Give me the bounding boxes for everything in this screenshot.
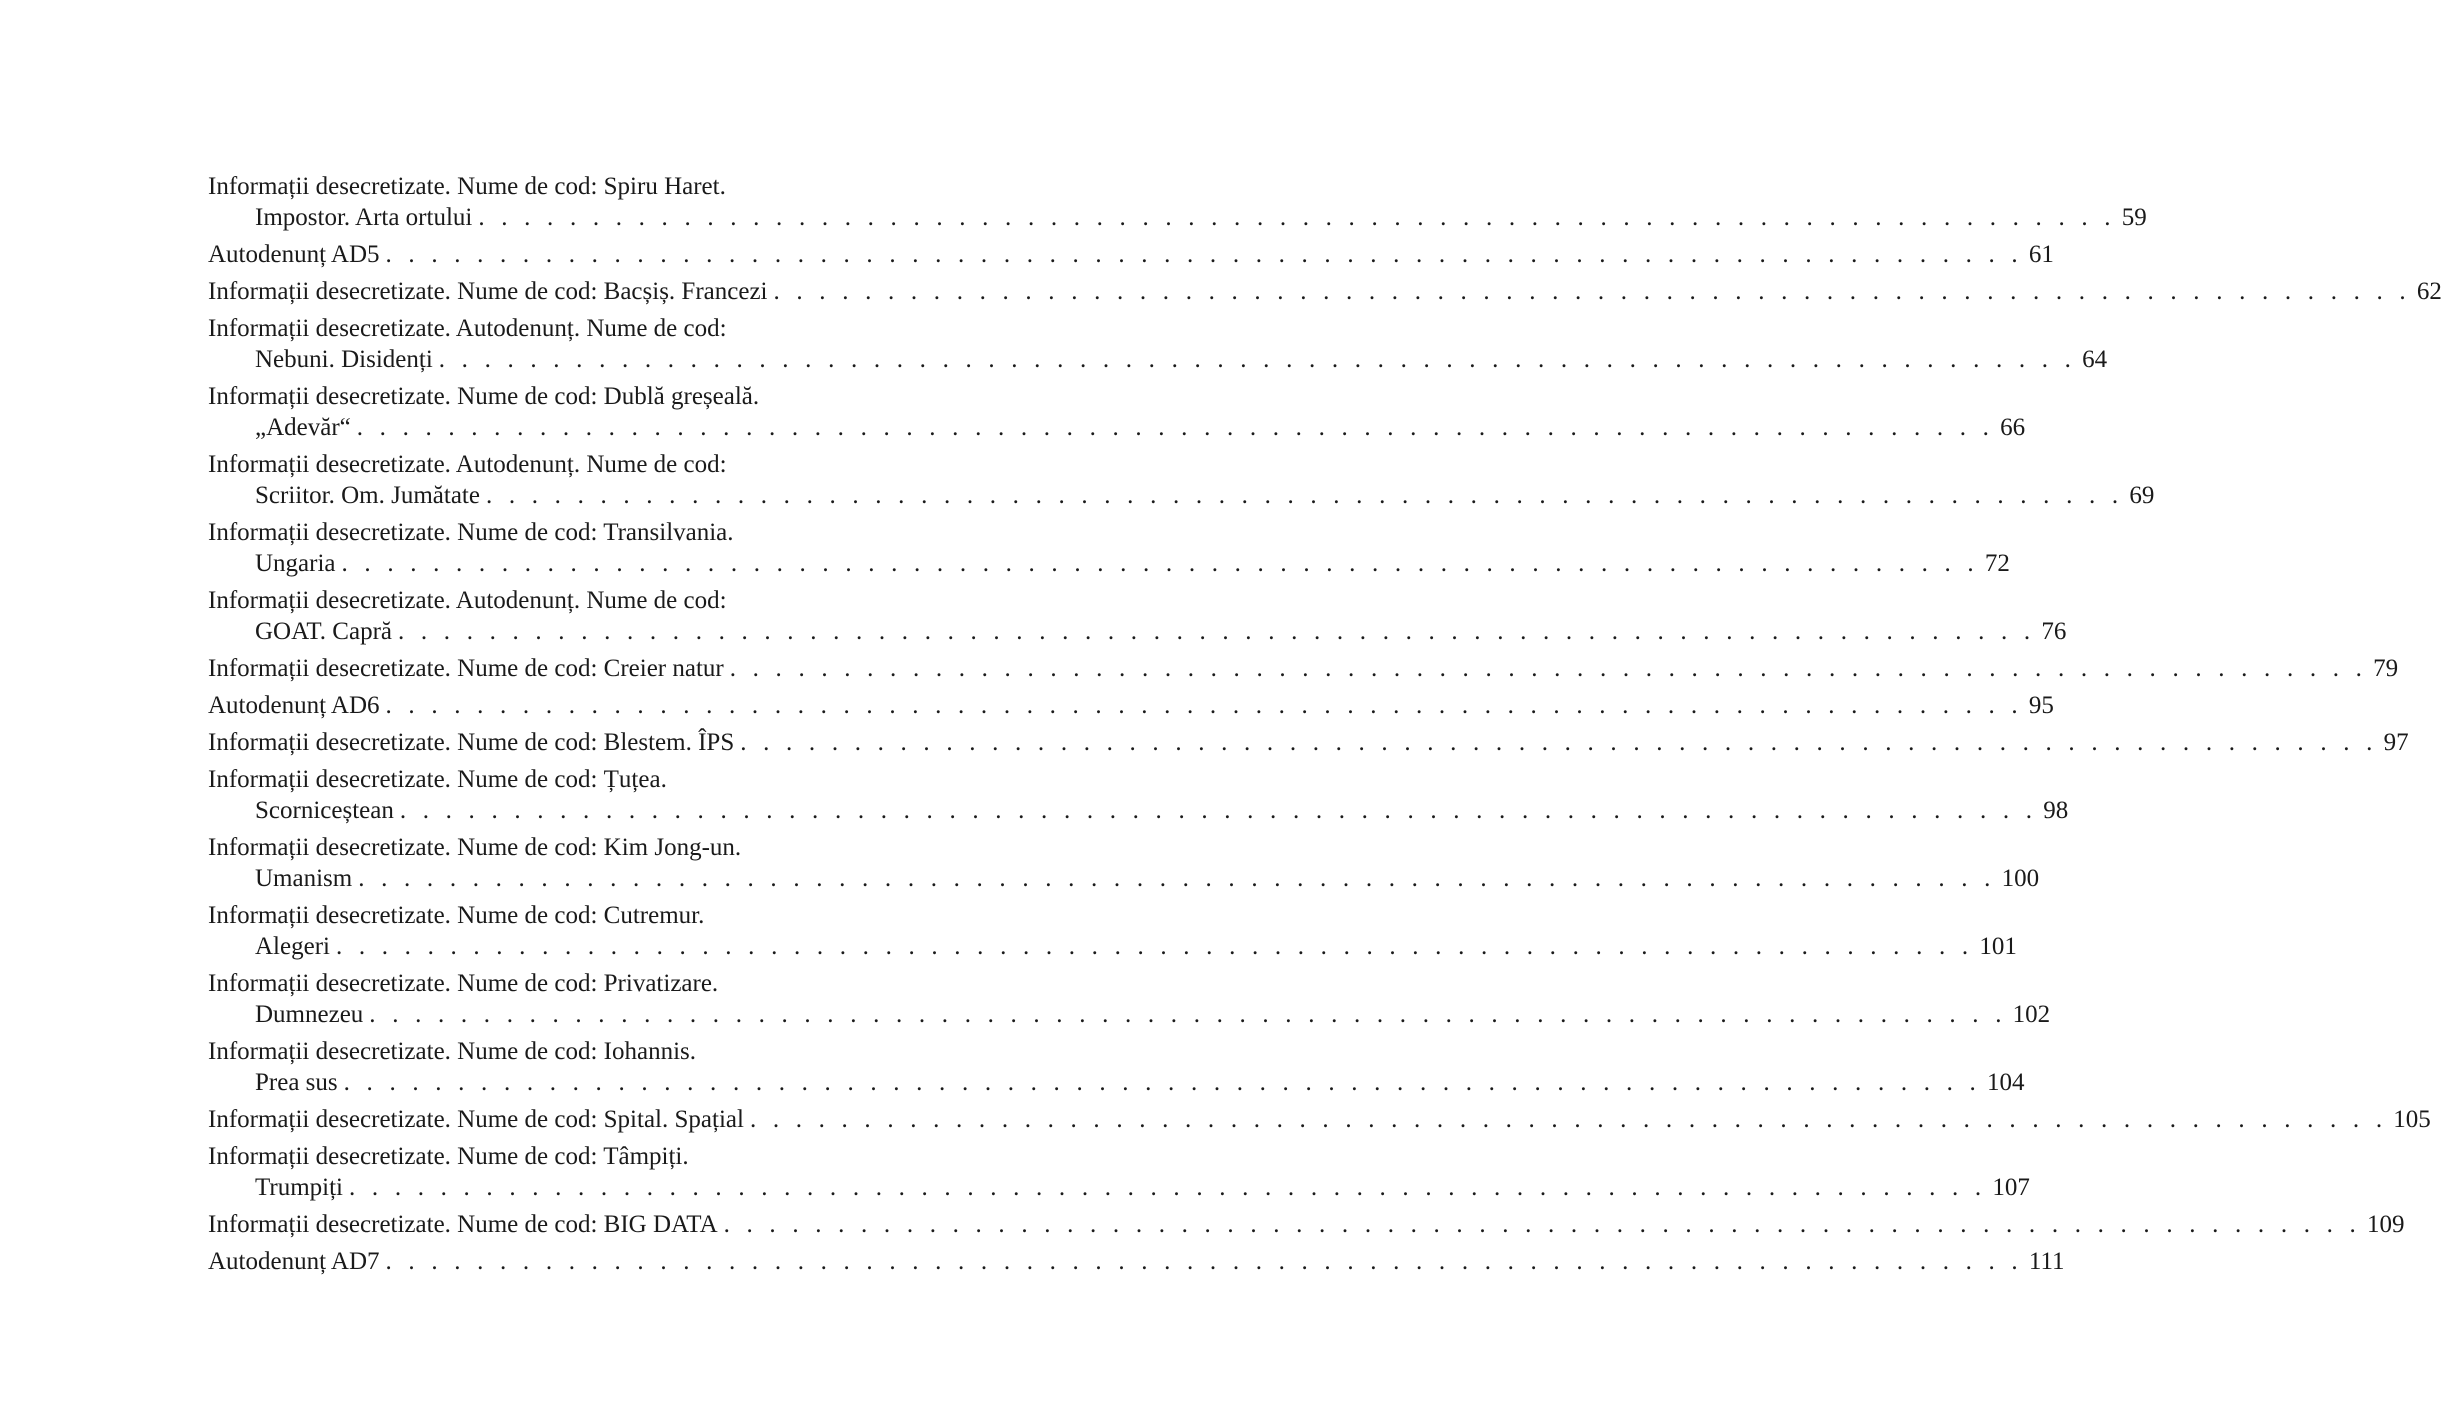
toc-entry-title: Autodenunț AD5 xyxy=(208,241,380,268)
toc-entry-title: Alegeri xyxy=(255,933,330,960)
toc-entry-title-line: Informații desecretizate. Nume de cod: Cutremur. xyxy=(208,902,705,929)
toc-entry-title-line: Informații desecretizate. Nume de cod: Tâmpiți. xyxy=(208,1143,689,1170)
dot-leader: . . . . . . . . . . . . . . . . . . . . . . . . . . . . . . . . . . . . . . . . . . . . . . . . . . . . . . . . . . . . . . . . . . . . . . . . xyxy=(749,1106,2388,1133)
toc-entry-last-line xyxy=(208,690,2054,721)
toc-entry-title-line: Informații desecretizate. Autodenunț. Nume de cod: xyxy=(208,587,727,614)
toc-entry-last-line xyxy=(208,412,2026,443)
toc-entry-title: Impostor. Arta ortului xyxy=(255,204,473,231)
toc-entry-last-line xyxy=(208,276,2442,307)
dot-leader: . . . . . . . . . . . . . . . . . . . . . . . . . . . . . . . . . . . . . . . . . . . . . . . . . . . . . . . . . . . . . . . . . . . . . . . . xyxy=(385,1248,2023,1275)
toc-page-number: 111 xyxy=(2028,1248,2065,1275)
dot-leader: . . . . . . . . . . . . . . . . . . . . . . . . . . . . . . . . . . . . . . . . . . . . . . . . . . . . . . . . . . . . . . . . . . . . . . . . xyxy=(343,1069,1981,1096)
toc-entry[interactable] xyxy=(208,1246,2065,1277)
toc-page-number: 107 xyxy=(1992,1174,2030,1201)
dot-leader: . . . . . . . . . . . . . . . . . . . . . . . . . . . . . . . . . . . . . . . . . . . . . . . . . . . . . . . . . . . . . . . . . . . . . . . . xyxy=(398,618,2036,645)
toc-page-number: 76 xyxy=(2041,618,2067,645)
toc-entry-title: Trumpiți xyxy=(255,1174,344,1201)
toc-entry-title: Autodenunț AD7 xyxy=(208,1248,380,1275)
dot-leader: . . . . . . . . . . . . . . . . . . . . . . . . . . . . . . . . . . . . . . . . . . . . . . . . . . . . . . . . . . . . . . . . . . . . . . . . xyxy=(438,346,2077,373)
toc-entry-title: Informații desecretizate. Nume de cod: Spital. Spațial xyxy=(208,1106,744,1133)
toc-entry-title-line: Informații desecretizate. Nume de cod: Kim Jong-un. xyxy=(208,834,742,861)
toc-entry-last-line xyxy=(208,480,2155,511)
toc-page-number: 59 xyxy=(2121,204,2147,231)
dot-leader: . . . . . . . . . . . . . . . . . . . . . . . . . . . . . . . . . . . . . . . . . . . . . . . . . . . . . . . . . . . . . . . . . . . . . . . . xyxy=(740,729,2378,756)
toc-entry-last-line xyxy=(208,239,2054,270)
toc-page-number: 105 xyxy=(2393,1106,2431,1133)
toc-entry-title: Autodenunț AD6 xyxy=(208,692,380,719)
toc-entry-title: Dumnezeu xyxy=(255,1001,364,1028)
dot-leader: . . . . . . . . . . . . . . . . . . . . . . . . . . . . . . . . . . . . . . . . . . . . . . . . . . . . . . . . . . . . . . . . . . . . . . . . xyxy=(356,414,1995,441)
toc-entry-last-line xyxy=(208,1209,2405,1240)
dot-leader: . . . . . . . . . . . . . . . . . . . . . . . . . . . . . . . . . . . . . . . . . . . . . . . . . . . . . . . . . . . . . . . . . . . . . . . . xyxy=(335,933,1974,960)
toc-entry-title: Scorniceștean xyxy=(255,797,394,824)
toc-page-number: 62 xyxy=(2416,278,2442,305)
toc-entry-last-line xyxy=(208,795,2069,826)
toc-entry-title-line: Informații desecretizate. Autodenunț. Nume de cod: xyxy=(208,315,727,342)
toc-entry-last-line xyxy=(208,999,2051,1030)
toc-page-number: 101 xyxy=(1979,933,2017,960)
toc-entry-title-line: Informații desecretizate. Nume de cod: Privatizare. xyxy=(208,970,719,997)
toc-entry-last-line xyxy=(208,653,2399,684)
dot-leader: . . . . . . . . . . . . . . . . . . . . . . . . . . . . . . . . . . . . . . . . . . . . . . . . . . . . . . . . . . . . . . . . . . . . . . . . xyxy=(358,865,1996,892)
toc-entry-last-line xyxy=(208,548,2010,579)
toc-entry[interactable] xyxy=(208,313,2108,375)
toc-entry-title: GOAT. Capră xyxy=(255,618,392,645)
toc-page-number: 100 xyxy=(2001,865,2040,892)
toc-entry-title-line: Informații desecretizate. Nume de cod: Spiru Haret. xyxy=(208,173,726,200)
toc-entry-title: Informații desecretizate. Nume de cod: Blestem. ÎPS xyxy=(208,729,735,756)
dot-leader: . . . . . . . . . . . . . . . . . . . . . . . . . . . . . . . . . . . . . . . . . . . . . . . . . . . . . . . . . . . . . . . . . . . . . . . . xyxy=(385,692,2023,719)
toc-entry[interactable] xyxy=(208,1141,2030,1203)
toc-page-number: 64 xyxy=(2082,346,2108,373)
toc-entry[interactable] xyxy=(208,239,2054,270)
toc-entry-last-line xyxy=(208,1067,2025,1098)
toc-entry-last-line xyxy=(208,616,2067,647)
dot-leader: . . . . . . . . . . . . . . . . . . . . . . . . . . . . . . . . . . . . . . . . . . . . . . . . . . . . . . . . . . . . . . . . . . . . . . . . xyxy=(385,241,2023,268)
toc-entry-last-line xyxy=(208,1104,2431,1135)
dot-leader: . . . . . . . . . . . . . . . . . . . . . . . . . . . . . . . . . . . . . . . . . . . . . . . . . . . . . . . . . . . . . . . . . . . . . . . . xyxy=(369,1001,2007,1028)
toc-entry[interactable] xyxy=(208,1104,2431,1135)
toc-entry[interactable] xyxy=(208,585,2067,647)
dot-leader: . . . . . . . . . . . . . . . . . . . . . . . . . . . . . . . . . . . . . . . . . . . . . . . . . . . . . . . . . . . . . . . . . . . . . . . . xyxy=(485,482,2124,509)
toc-page-number: 104 xyxy=(1987,1069,2025,1096)
toc-page-number: 98 xyxy=(2043,797,2069,824)
dot-leader: . . . . . . . . . . . . . . . . . . . . . . . . . . . . . . . . . . . . . . . . . . . . . . . . . . . . . . . . . . . . . . . . . . . . . . . . xyxy=(478,204,2116,231)
toc-page-number: 72 xyxy=(1984,550,2010,577)
toc-entry[interactable] xyxy=(208,690,2054,721)
toc-entry[interactable] xyxy=(208,449,2155,511)
toc-entry[interactable] xyxy=(208,381,2026,443)
toc-entry-title: Informații desecretizate. Nume de cod: Bacșiș. Francezi xyxy=(208,278,768,305)
dot-leader: . . . . . . . . . . . . . . . . . . . . . . . . . . . . . . . . . . . . . . . . . . . . . . . . . . . . . . . . . . . . . . . . . . . . . . . . xyxy=(349,1174,1987,1201)
toc-entry-last-line xyxy=(208,1246,2065,1277)
dot-leader: . . . . . . . . . . . . . . . . . . . . . . . . . . . . . . . . . . . . . . . . . . . . . . . . . . . . . . . . . . . . . . . . . . . . . . . . xyxy=(341,550,1979,577)
toc-entry[interactable] xyxy=(208,1209,2405,1240)
toc-page-number: 97 xyxy=(2383,729,2409,756)
dot-leader: . . . . . . . . . . . . . . . . . . . . . . . . . . . . . . . . . . . . . . . . . . . . . . . . . . . . . . . . . . . . . . . . . . . . . . . . xyxy=(723,1211,2361,1238)
toc-entry-title-line: Informații desecretizate. Nume de cod: Țuțea. xyxy=(208,766,667,793)
toc-entry[interactable] xyxy=(208,968,2051,1030)
toc-entry-title: Nebuni. Disidenți xyxy=(255,346,433,373)
toc-entry[interactable] xyxy=(208,517,2010,579)
toc-entry[interactable] xyxy=(208,1036,2025,1098)
toc-entry[interactable] xyxy=(208,832,2040,894)
toc-entry[interactable] xyxy=(208,727,2409,758)
toc-page-number: 109 xyxy=(2366,1211,2405,1238)
toc-page-number: 95 xyxy=(2028,692,2054,719)
dot-leader: . . . . . . . . . . . . . . . . . . . . . . . . . . . . . . . . . . . . . . . . . . . . . . . . . . . . . . . . . . . . . . . . . . . . . . . . xyxy=(729,655,2368,682)
toc-entry-title: Informații desecretizate. Nume de cod: BIG DATA xyxy=(208,1211,718,1238)
toc-entry-title: Ungaria xyxy=(255,550,336,577)
toc-entry[interactable] xyxy=(208,653,2399,684)
toc-entry-title: „Adevăr“ xyxy=(255,414,351,441)
toc-entry-last-line xyxy=(208,931,2017,962)
toc-entry-last-line xyxy=(208,863,2040,894)
toc-entry-title: Prea sus xyxy=(255,1069,338,1096)
toc-entry-title: Umanism xyxy=(255,865,353,892)
toc-entry[interactable] xyxy=(208,900,2017,962)
toc-page-number: 66 xyxy=(2000,414,2026,441)
toc-entry-title-line: Informații desecretizate. Nume de cod: Transilvania. xyxy=(208,519,734,546)
toc-entry[interactable] xyxy=(208,171,2147,233)
toc-entry-last-line xyxy=(208,202,2147,233)
table-of-contents xyxy=(208,171,2442,1283)
dot-leader: . . . . . . . . . . . . . . . . . . . . . . . . . . . . . . . . . . . . . . . . . . . . . . . . . . . . . . . . . . . . . . . . . . . . . . . . xyxy=(399,797,2038,824)
toc-entry[interactable] xyxy=(208,276,2442,307)
toc-entry-last-line xyxy=(208,344,2108,375)
toc-entry-title: Informații desecretizate. Nume de cod: Creier natur xyxy=(208,655,724,682)
toc-page-number: 79 xyxy=(2373,655,2399,682)
toc-entry-last-line xyxy=(208,1172,2030,1203)
toc-page-number: 102 xyxy=(2012,1001,2051,1028)
toc-entry-title: Scriitor. Om. Jumătate xyxy=(255,482,480,509)
toc-entry-title-line: Informații desecretizate. Autodenunț. Nume de cod: xyxy=(208,451,727,478)
toc-page-number: 61 xyxy=(2028,241,2054,268)
dot-leader: . . . . . . . . . . . . . . . . . . . . . . . . . . . . . . . . . . . . . . . . . . . . . . . . . . . . . . . . . . . . . . . . . . . . . . . . xyxy=(773,278,2411,305)
toc-page-number: 69 xyxy=(2129,482,2155,509)
toc-entry-title-line: Informații desecretizate. Nume de cod: Iohannis. xyxy=(208,1038,697,1065)
toc-entry-title-line: Informații desecretizate. Nume de cod: Dublă greșeală. xyxy=(208,383,760,410)
toc-entry-last-line xyxy=(208,727,2409,758)
toc-entry[interactable] xyxy=(208,764,2069,826)
